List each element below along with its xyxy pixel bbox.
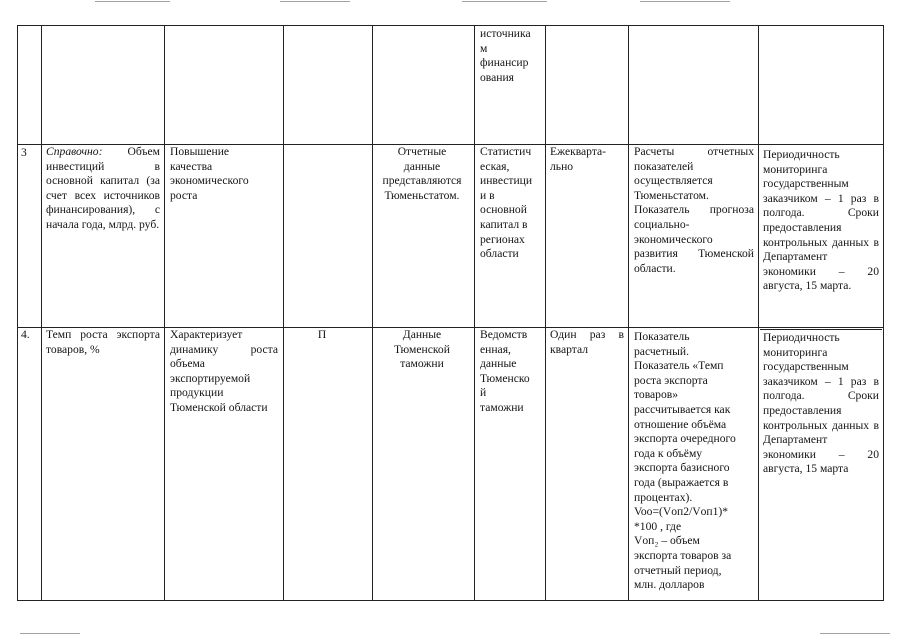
col-border-3 xyxy=(283,25,284,601)
scan-artifact-top-1 xyxy=(95,1,170,2)
row4-monitoring-cell: Периодичность мониторинга государственным заказчиком – 1 раз в полгода. Сроки предоставления контрольных данных в Департамент экономики – 20 августа, 15 марта xyxy=(763,331,879,476)
row4-source-type-cell: Ведомств енная, данные Тюменско й таможни xyxy=(480,328,530,414)
row3-number: 3 xyxy=(21,146,27,159)
col-border-7 xyxy=(628,25,629,601)
scan-artifact-bottom-1 xyxy=(20,633,80,634)
row3-indicator-text: Объем инвестиций в основной капитал (за счет всех источников финансирования), с начала года, млрд. руб. xyxy=(46,145,160,231)
row4-col8-divider xyxy=(760,329,882,330)
row3-goal-cell: Повышение качества экономического роста xyxy=(170,145,249,202)
row3-indicator-name xyxy=(46,145,160,233)
col-border-8 xyxy=(758,25,759,601)
row3-frequency-cell: Ежекварта- льно xyxy=(550,145,607,173)
col-border-0 xyxy=(17,25,18,601)
prev-row-source-cell: источника м финансир ования xyxy=(480,27,531,84)
row4-data-source-cell: Данные Тюменской таможни xyxy=(394,328,450,371)
scan-artifact-top-2 xyxy=(280,1,350,2)
row4-type-cell: П xyxy=(317,328,327,341)
row3-monitoring-cell: Периодичность мониторинга государственным заказчиком – 1 раз в полгода. Сроки предоставления контрольных данных в Департамент экономики – 20 августа, 15 марта. xyxy=(763,148,879,293)
row3-method-cell: Расчеты отчетных показателей осуществляется Тюменьстатом. Показатель прогноза социально-экономического развития Тюменской области. xyxy=(634,145,754,275)
row4-goal-cell: Характеризует динамику роста объема экспортируемой продукции Тюменской области xyxy=(170,328,278,414)
col-border-2 xyxy=(164,25,165,601)
col-border-6 xyxy=(545,25,546,601)
col-border-4 xyxy=(372,25,373,601)
scan-artifact-top-3 xyxy=(462,1,547,2)
col-border-9 xyxy=(883,25,884,601)
row4-frequency-cell: Один раз в квартал xyxy=(550,328,624,356)
col-border-1 xyxy=(41,25,42,601)
scan-artifact-top-4 xyxy=(640,1,730,2)
row3-data-source-cell: Отчетные данные представляются Тюменьстатом. xyxy=(382,145,462,202)
row3-source-type-cell: Статистич еская, инвестици и в основной капитал в регионах области xyxy=(480,145,533,261)
row4-number: 4. xyxy=(21,328,30,341)
row4-method-cell: Показатель расчетный. Показатель «Темп роста экспорта товаров» рассчитывается как отношение объёма экспорта очередного года к объёму экспорта базисного года (выражается в процентах). Voo=(Vоп2/Vоп1)* *100 , где Vоп₂ – объем экспорта товаров за отчетный период, млн. долларов xyxy=(634,330,736,592)
table-top-border xyxy=(17,25,884,26)
table-bottom-border xyxy=(17,600,884,601)
row3-reference-label: Справочно: xyxy=(46,145,103,158)
row4-indicator-name: Темп роста экспорта товаров, % xyxy=(46,328,160,356)
scan-artifact-bottom-2 xyxy=(820,633,890,634)
col-border-5 xyxy=(474,25,475,601)
